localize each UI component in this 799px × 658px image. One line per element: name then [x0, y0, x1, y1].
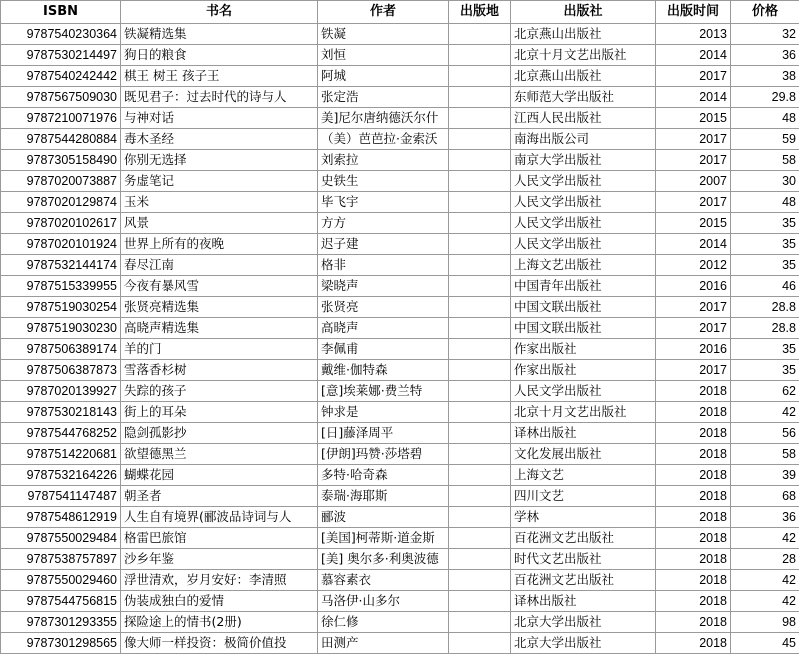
cell-author[interactable]: 戴维·伽特森 [318, 360, 449, 381]
cell-title[interactable]: 伪装成独白的爱情 [121, 591, 318, 612]
cell-publisher[interactable]: 人民文学出版社 [511, 381, 656, 402]
cell-isbn[interactable]: 9787020073887 [1, 171, 121, 192]
cell-year[interactable]: 2013 [656, 24, 731, 45]
cell-author[interactable]: 张定浩 [318, 87, 449, 108]
table-row [1, 45, 799, 66]
table-row [1, 360, 799, 381]
cell-place[interactable] [449, 255, 511, 276]
cell-publisher[interactable]: 南海出版公司 [511, 129, 656, 150]
cell-isbn[interactable]: 9787514220681 [1, 444, 121, 465]
cell-year[interactable]: 2018 [656, 423, 731, 444]
cell-publisher[interactable]: 上海文艺出版社 [511, 255, 656, 276]
cell-publisher[interactable]: 时代文艺出版社 [511, 549, 656, 570]
cell-price[interactable]: 58 [731, 444, 799, 465]
cell-year[interactable]: 2018 [656, 486, 731, 507]
cell-publisher[interactable]: 北京十月文艺出版社 [511, 402, 656, 423]
header-price[interactable]: 价格 [731, 1, 799, 24]
cell-isbn[interactable]: 9787544768252 [1, 423, 121, 444]
cell-price[interactable]: 46 [731, 276, 799, 297]
table-row [1, 87, 799, 108]
cell-year[interactable]: 2018 [656, 465, 731, 486]
cell-year[interactable]: 2015 [656, 213, 731, 234]
cell-publisher[interactable]: 南京大学出版社 [511, 150, 656, 171]
cell-title[interactable]: 世界上所有的夜晚 [121, 234, 318, 255]
cell-publisher[interactable]: 作家出版社 [511, 339, 656, 360]
cell-isbn[interactable]: 9787530218143 [1, 402, 121, 423]
cell-publisher[interactable]: 作家出版社 [511, 360, 656, 381]
cell-publisher[interactable]: 人民文学出版社 [511, 192, 656, 213]
cell-year[interactable]: 2018 [656, 549, 731, 570]
header-publisher[interactable]: 出版社 [511, 1, 656, 24]
cell-price[interactable]: 59 [731, 129, 799, 150]
table-row [1, 66, 799, 87]
cell-year[interactable]: 2017 [656, 360, 731, 381]
cell-title[interactable]: 张贤亮精选集 [121, 297, 318, 318]
cell-place[interactable] [449, 507, 511, 528]
table-row [1, 213, 799, 234]
cell-author[interactable]: 高晓声 [318, 318, 449, 339]
cell-place[interactable] [449, 318, 511, 339]
cell-author[interactable]: [意]埃莱娜·费兰特 [318, 381, 449, 402]
table-row [1, 234, 799, 255]
cell-price[interactable]: 35 [731, 213, 799, 234]
cell-year[interactable]: 2018 [656, 570, 731, 591]
table-row [1, 444, 799, 465]
cell-price[interactable]: 35 [731, 339, 799, 360]
cell-price[interactable]: 68 [731, 486, 799, 507]
cell-isbn[interactable]: 9787548612919 [1, 507, 121, 528]
cell-isbn[interactable]: 9787020129874 [1, 192, 121, 213]
table-row [1, 255, 799, 276]
cell-author[interactable]: 梁晓声 [318, 276, 449, 297]
cell-publisher[interactable]: 东师范大学出版社 [511, 87, 656, 108]
cell-isbn[interactable]: 9787538757897 [1, 549, 121, 570]
cell-author[interactable]: 阿城 [318, 66, 449, 87]
cell-year[interactable]: 2016 [656, 339, 731, 360]
cell-title[interactable]: 风景 [121, 213, 318, 234]
table-body [1, 24, 799, 654]
cell-price[interactable]: 35 [731, 255, 799, 276]
table-row [1, 570, 799, 591]
cell-isbn[interactable]: 9787532164226 [1, 465, 121, 486]
cell-title[interactable]: 像大师一样投资：极简价值投 [121, 633, 318, 654]
header-author[interactable]: 作者 [318, 1, 449, 24]
cell-price[interactable]: 28 [731, 549, 799, 570]
cell-year[interactable]: 2018 [656, 402, 731, 423]
header-date[interactable]: 出版时间 [656, 1, 731, 24]
cell-author[interactable]: 刘恒 [318, 45, 449, 66]
cell-price[interactable]: 29.8 [731, 87, 799, 108]
cell-title[interactable]: 务虚笔记 [121, 171, 318, 192]
cell-place[interactable] [449, 570, 511, 591]
cell-place[interactable] [449, 591, 511, 612]
cell-title[interactable]: 春尽江南 [121, 255, 318, 276]
cell-year[interactable]: 2017 [656, 192, 731, 213]
cell-author[interactable]: 多特·哈奇森 [318, 465, 449, 486]
cell-year[interactable]: 2017 [656, 297, 731, 318]
cell-publisher[interactable]: 上海文艺 [511, 465, 656, 486]
cell-author[interactable]: （美）芭芭拉·金索沃 [318, 129, 449, 150]
cell-place[interactable] [449, 297, 511, 318]
header-title[interactable]: 书名 [121, 1, 318, 24]
table-row [1, 108, 799, 129]
cell-author[interactable]: 泰瑞·海耶斯 [318, 486, 449, 507]
cell-isbn[interactable]: 9787305158490 [1, 150, 121, 171]
cell-place[interactable] [449, 276, 511, 297]
cell-title[interactable]: 玉米 [121, 192, 318, 213]
cell-title[interactable]: 雪落香杉树 [121, 360, 318, 381]
table-row [1, 591, 799, 612]
cell-year[interactable]: 2018 [656, 381, 731, 402]
cell-publisher[interactable]: 百花洲文艺出版社 [511, 570, 656, 591]
cell-isbn[interactable]: 9787540242442 [1, 66, 121, 87]
cell-price[interactable]: 48 [731, 108, 799, 129]
cell-author[interactable]: [日]藤泽周平 [318, 423, 449, 444]
cell-place[interactable] [449, 45, 511, 66]
cell-author[interactable]: 格非 [318, 255, 449, 276]
cell-year[interactable]: 2018 [656, 612, 731, 633]
cell-title[interactable]: 朝圣者 [121, 486, 318, 507]
table-row [1, 402, 799, 423]
cell-year[interactable]: 2018 [656, 591, 731, 612]
cell-title[interactable]: 毒木圣经 [121, 129, 318, 150]
cell-isbn[interactable]: 9787515339955 [1, 276, 121, 297]
cell-title[interactable]: 棋王 树王 孩子王 [121, 66, 318, 87]
cell-price[interactable]: 32 [731, 24, 799, 45]
cell-place[interactable] [449, 234, 511, 255]
cell-author[interactable]: [美] 奥尔多·利奥波德 [318, 549, 449, 570]
table-row [1, 24, 799, 45]
cell-isbn[interactable]: 9787020102617 [1, 213, 121, 234]
table-row [1, 423, 799, 444]
cell-year[interactable]: 2015 [656, 108, 731, 129]
cell-title[interactable]: 格雷巴旅馆 [121, 528, 318, 549]
cell-title[interactable]: 浮世清欢，岁月安好：李清照 [121, 570, 318, 591]
table-row [1, 465, 799, 486]
cell-year[interactable]: 2014 [656, 45, 731, 66]
cell-price[interactable]: 28.8 [731, 297, 799, 318]
cell-price[interactable]: 42 [731, 402, 799, 423]
cell-author[interactable]: 方方 [318, 213, 449, 234]
cell-place[interactable] [449, 633, 511, 654]
header-isbn[interactable]: ISBN [1, 1, 121, 24]
cell-year[interactable]: 2007 [656, 171, 731, 192]
cell-price[interactable]: 45 [731, 633, 799, 654]
cell-author[interactable]: 铁凝 [318, 24, 449, 45]
cell-isbn[interactable]: 9787532144174 [1, 255, 121, 276]
cell-year[interactable]: 2018 [656, 633, 731, 654]
cell-title[interactable]: 羊的门 [121, 339, 318, 360]
cell-year[interactable]: 2012 [656, 255, 731, 276]
cell-author[interactable]: 美]尼尔唐纳德沃尔什 [318, 108, 449, 129]
cell-title[interactable]: 欲望德黑兰 [121, 444, 318, 465]
cell-title[interactable]: 街上的耳朵 [121, 402, 318, 423]
cell-price[interactable]: 35 [731, 234, 799, 255]
cell-title[interactable]: 今夜有暴风雪 [121, 276, 318, 297]
cell-author[interactable]: 徐仁修 [318, 612, 449, 633]
cell-publisher[interactable]: 北京大学出版社 [511, 633, 656, 654]
cell-title[interactable]: 你别无选择 [121, 150, 318, 171]
cell-price[interactable]: 58 [731, 150, 799, 171]
cell-publisher[interactable]: 北京十月文艺出版社 [511, 45, 656, 66]
cell-isbn[interactable]: 9787530214497 [1, 45, 121, 66]
cell-title[interactable]: 高晓声精选集 [121, 318, 318, 339]
cell-year[interactable]: 2014 [656, 234, 731, 255]
cell-publisher[interactable]: 中国文联出版社 [511, 318, 656, 339]
table-row [1, 549, 799, 570]
cell-isbn[interactable]: 9787550029460 [1, 570, 121, 591]
cell-isbn[interactable]: 9787550029484 [1, 528, 121, 549]
table-row [1, 381, 799, 402]
cell-isbn[interactable]: 9787519030254 [1, 297, 121, 318]
cell-publisher[interactable]: 百花洲文艺出版社 [511, 528, 656, 549]
cell-isbn[interactable]: 9787301293355 [1, 612, 121, 633]
cell-title[interactable]: 失踪的孩子 [121, 381, 318, 402]
cell-isbn[interactable]: 9787519030230 [1, 318, 121, 339]
cell-price[interactable]: 38 [731, 66, 799, 87]
header-place[interactable]: 出版地 [449, 1, 511, 24]
cell-year[interactable]: 2016 [656, 276, 731, 297]
cell-isbn[interactable]: 9787506387873 [1, 360, 121, 381]
cell-author[interactable]: 田测产 [318, 633, 449, 654]
cell-publisher[interactable]: 学林 [511, 507, 656, 528]
table-row [1, 192, 799, 213]
cell-place[interactable] [449, 381, 511, 402]
cell-isbn[interactable]: 9787567509030 [1, 87, 121, 108]
table-row [1, 528, 799, 549]
cell-author[interactable]: [美国]柯蒂斯·道金斯 [318, 528, 449, 549]
cell-isbn[interactable]: 9787541147487 [1, 486, 121, 507]
cell-author[interactable]: 李佩甫 [318, 339, 449, 360]
table-row [1, 612, 799, 633]
cell-year[interactable]: 2017 [656, 150, 731, 171]
cell-title[interactable]: 探险途上的情书(2册) [121, 612, 318, 633]
cell-author[interactable]: 郦波 [318, 507, 449, 528]
cell-price[interactable]: 39 [731, 465, 799, 486]
cell-publisher[interactable]: 中国文联出版社 [511, 297, 656, 318]
table-row [1, 171, 799, 192]
cell-year[interactable]: 2017 [656, 129, 731, 150]
cell-price[interactable]: 28.8 [731, 318, 799, 339]
cell-price[interactable]: 98 [731, 612, 799, 633]
cell-year[interactable]: 2018 [656, 528, 731, 549]
cell-place[interactable] [449, 444, 511, 465]
cell-place[interactable] [449, 213, 511, 234]
cell-title[interactable]: 隐剑孤影抄 [121, 423, 318, 444]
table-row [1, 297, 799, 318]
cell-place[interactable] [449, 66, 511, 87]
cell-title[interactable]: 人生自有境界(郦波品诗词与人 [121, 507, 318, 528]
cell-author[interactable]: [伊朗]玛赞·莎塔碧 [318, 444, 449, 465]
table-row [1, 507, 799, 528]
cell-place[interactable] [449, 360, 511, 381]
cell-isbn[interactable]: 9787020139927 [1, 381, 121, 402]
cell-title[interactable]: 铁凝精选集 [121, 24, 318, 45]
cell-place[interactable] [449, 549, 511, 570]
cell-isbn[interactable]: 9787540230364 [1, 24, 121, 45]
cell-publisher[interactable]: 人民文学出版社 [511, 213, 656, 234]
table-row [1, 633, 799, 654]
cell-year[interactable]: 2018 [656, 444, 731, 465]
cell-isbn[interactable]: 9787020101924 [1, 234, 121, 255]
cell-price[interactable]: 36 [731, 507, 799, 528]
cell-author[interactable]: 刘索拉 [318, 150, 449, 171]
cell-title[interactable]: 狗日的粮食 [121, 45, 318, 66]
table-row [1, 339, 799, 360]
cell-place[interactable] [449, 171, 511, 192]
cell-publisher[interactable]: 江西人民出版社 [511, 108, 656, 129]
cell-year[interactable]: 2017 [656, 318, 731, 339]
cell-place[interactable] [449, 129, 511, 150]
cell-place[interactable] [449, 150, 511, 171]
cell-price[interactable]: 35 [731, 360, 799, 381]
cell-author[interactable]: 慕容素衣 [318, 570, 449, 591]
cell-isbn[interactable]: 9787210071976 [1, 108, 121, 129]
cell-place[interactable] [449, 465, 511, 486]
cell-publisher[interactable]: 译林出版社 [511, 591, 656, 612]
cell-place[interactable] [449, 528, 511, 549]
cell-publisher[interactable]: 北京燕山出版社 [511, 24, 656, 45]
cell-price[interactable]: 36 [731, 45, 799, 66]
table-row [1, 150, 799, 171]
cell-publisher[interactable]: 译林出版社 [511, 423, 656, 444]
cell-price[interactable]: 56 [731, 423, 799, 444]
cell-publisher[interactable]: 文化发展出版社 [511, 444, 656, 465]
cell-place[interactable] [449, 24, 511, 45]
cell-publisher[interactable]: 中国青年出版社 [511, 276, 656, 297]
cell-author[interactable]: 毕飞宇 [318, 192, 449, 213]
cell-author[interactable]: 迟子建 [318, 234, 449, 255]
cell-isbn[interactable]: 9787301298565 [1, 633, 121, 654]
cell-title[interactable]: 既见君子：过去时代的诗与人 [121, 87, 318, 108]
cell-author[interactable]: 马洛伊·山多尔 [318, 591, 449, 612]
header-row [1, 1, 799, 24]
cell-publisher[interactable]: 北京大学出版社 [511, 612, 656, 633]
cell-author[interactable]: 钟求是 [318, 402, 449, 423]
table-row [1, 486, 799, 507]
table-row [1, 318, 799, 339]
cell-price[interactable]: 48 [731, 192, 799, 213]
cell-price[interactable]: 62 [731, 381, 799, 402]
cell-place[interactable] [449, 486, 511, 507]
cell-title[interactable]: 与神对话 [121, 108, 318, 129]
cell-title[interactable]: 蝴蝶花园 [121, 465, 318, 486]
cell-isbn[interactable]: 9787506389174 [1, 339, 121, 360]
cell-author[interactable]: 张贤亮 [318, 297, 449, 318]
cell-place[interactable] [449, 402, 511, 423]
cell-place[interactable] [449, 612, 511, 633]
cell-place[interactable] [449, 339, 511, 360]
cell-publisher[interactable]: 人民文学出版社 [511, 171, 656, 192]
cell-place[interactable] [449, 87, 511, 108]
cell-place[interactable] [449, 192, 511, 213]
table-row [1, 276, 799, 297]
cell-place[interactable] [449, 108, 511, 129]
cell-publisher[interactable]: 四川文艺 [511, 486, 656, 507]
cell-year[interactable]: 2014 [656, 87, 731, 108]
cell-price[interactable]: 42 [731, 528, 799, 549]
cell-title[interactable]: 沙乡年鉴 [121, 549, 318, 570]
cell-isbn[interactable]: 9787544756815 [1, 591, 121, 612]
cell-price[interactable]: 42 [731, 570, 799, 591]
cell-place[interactable] [449, 423, 511, 444]
cell-author[interactable]: 史铁生 [318, 171, 449, 192]
cell-price[interactable]: 42 [731, 591, 799, 612]
cell-year[interactable]: 2018 [656, 507, 731, 528]
cell-price[interactable]: 30 [731, 171, 799, 192]
cell-isbn[interactable]: 9787544280884 [1, 129, 121, 150]
table-row [1, 129, 799, 150]
cell-publisher[interactable]: 人民文学出版社 [511, 234, 656, 255]
cell-publisher[interactable]: 北京燕山出版社 [511, 66, 656, 87]
cell-year[interactable]: 2017 [656, 66, 731, 87]
